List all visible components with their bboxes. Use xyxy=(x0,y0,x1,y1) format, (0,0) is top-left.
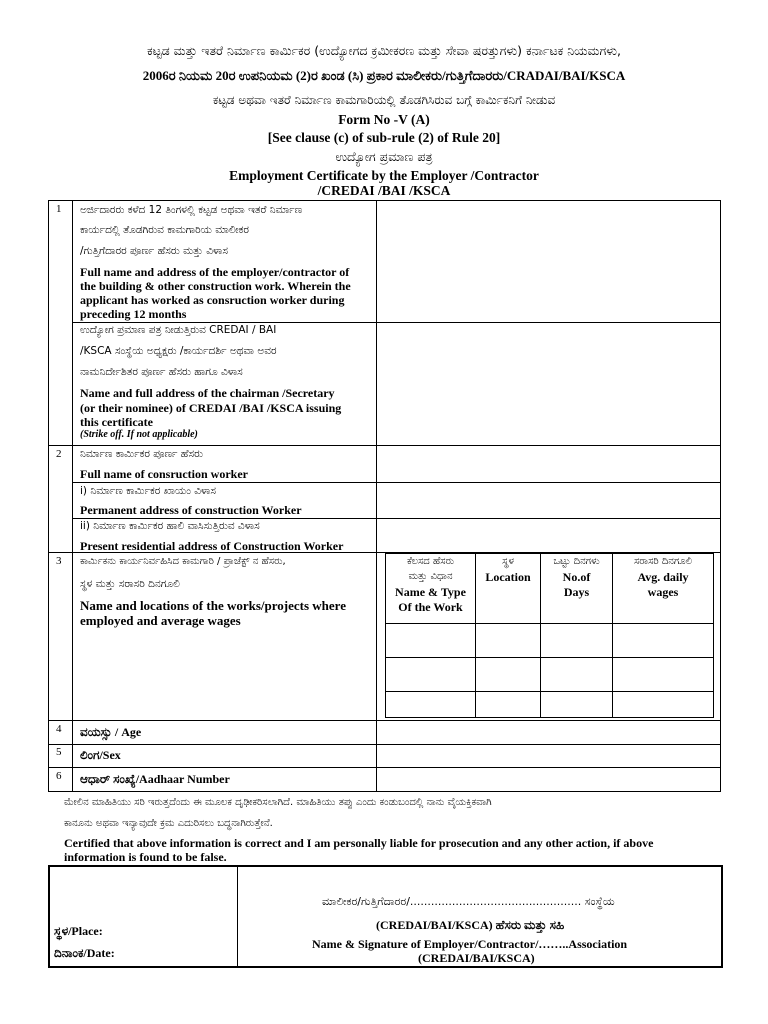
row-2-number: 2 xyxy=(56,448,62,460)
col-wages-en-1: Avg. daily xyxy=(637,570,689,584)
wage-row-3-wages-cell[interactable] xyxy=(614,693,712,716)
row-2i-kannada: i) ನಿರ್ಮಾಣ ಕಾರ್ಮಿಕರ ಖಾಯಂ ವಿಳಾಸ xyxy=(80,485,216,497)
col-work-en-1: Name & Type xyxy=(395,585,466,599)
row-3-english-2: employed and average wages xyxy=(80,613,241,628)
declaration-kannada-2: ಕಾನೂನು ಅಥವಾ ಇನ್ಯಾವುದೇ ಕ್ರಮ ಎದುರಿಸಲು ಬದ್ಧನಾಗಿರುತ್ತೇನೆ. xyxy=(64,818,273,829)
wage-row-2-wages-cell[interactable] xyxy=(614,659,712,690)
row-1b-kannada-2: /KSCA ಸಂಸ್ಥೆಯ ಅಧ್ಯಕ್ಷರು /ಕಾರ್ಯದರ್ಶಿ ಅಥವಾ ಅವರ xyxy=(80,345,277,357)
sex-field[interactable] xyxy=(378,746,718,766)
row-1b-english-1: Name and full address of the chairman /Secretary xyxy=(80,386,335,400)
row-1-kannada-3: /ಗುತ್ತಿಗೆದಾರರ ಪೂರ್ಣ ಹೆಸರು ಮತ್ತು ವಿಳಾಸ xyxy=(80,245,228,257)
row-2-kannada: ನಿರ್ಮಾಣ ಕಾರ್ಮಿಕರ ಪೂರ್ಣ ಹೆಸರು xyxy=(80,448,203,460)
row-3-kannada-1: ಕಾರ್ಮಿಕನು ಕಾರ್ಯನಿರ್ವಹಿಸಿದ ಕಾಮಗಾರಿ / ಪ್ರಾಜೆಕ್ಟ್ ನ ಹೆಸರು, xyxy=(80,556,286,567)
col-wages-en-2: wages xyxy=(647,585,679,599)
declaration-english-2: information is found to be false. xyxy=(64,850,227,864)
wage-row-3-days-cell[interactable] xyxy=(542,693,611,716)
row-2i-english: Permanent address of construction Worker xyxy=(80,503,302,517)
date-label: ದಿನಾಂಕ/Date: xyxy=(54,946,115,960)
row-2ii-kannada: ii) ನಿರ್ಮಾಣ ಕಾರ್ಮಿಕರ ಹಾಲಿ ವಾಸಿಸುತ್ತಿರುವ ವಿಳಾಸ xyxy=(80,520,260,532)
col-work-kn-2: ಮತ್ತು ವಿಧಾನ xyxy=(408,571,453,582)
col-days-en-1: No.of xyxy=(562,570,591,584)
row-1-kannada-2: ಕಾರ್ಯದಲ್ಲಿ ತೊಡಗಿರುವ ಕಾಮಗಾರಿಯ ಮಾಲೀಕರ xyxy=(80,224,249,236)
signature-line-1: ಮಾಲೀಕರ/ಗುತ್ತಿಗೆದಾರರ/................................................. ಸಂಸ್ಥೆಯ xyxy=(322,895,615,908)
row-2ii-english: Present residential address of Construction Worker xyxy=(80,539,344,553)
place-label: ಸ್ಥಳ/Place: xyxy=(54,924,103,938)
row-1-english-3: applicant has worked as consruction worker during xyxy=(80,293,345,307)
wage-row-2-days-cell[interactable] xyxy=(542,659,611,690)
row-1-english-2: the building & other construction work. Wherein the xyxy=(80,279,351,293)
header-kannada-line-3: ಕಟ್ಟಡ ಅಥವಾ ಇತರೆ ನಿರ್ಮಾಣ ಕಾಮಗಾರಿಯಲ್ಲಿ ತೊಡಗಿಸಿರುವ ಬಗ್ಗೆ ಕಾರ್ಮಿಕನಿಗೆ ನೀಡುವ xyxy=(212,93,556,107)
present-address-field[interactable] xyxy=(378,520,718,551)
row-2-english: Full name of consruction worker xyxy=(80,467,248,481)
row-6-number: 6 xyxy=(56,770,62,782)
wage-table-col-days xyxy=(541,556,612,600)
row-1b-kannada-1: ಉದ್ಯೋಗ ಪ್ರಮಾಣ ಪತ್ರ ನೀಡುತ್ತಿರುವ CREDAI / BAI xyxy=(80,324,277,336)
wage-table-col-work xyxy=(386,556,475,615)
permanent-address-field[interactable] xyxy=(378,484,718,517)
worker-name-field[interactable] xyxy=(378,447,718,481)
col-work-en-2: Of the Work xyxy=(398,600,463,614)
date-field[interactable] xyxy=(150,942,234,960)
row-1-kannada-1: ಅರ್ಜಿದಾರರು ಕಳೆದ 12 ತಿಂಗಳಲ್ಲಿ ಕಟ್ಟಡ ಅಥವಾ ಇತರೆ ನಿರ್ಮಾಣ xyxy=(80,204,303,216)
row-1b-kannada-3: ನಾಮನಿರ್ದೇಶಿತರ ಪೂರ್ಣ ಹೆಸರು ಹಾಗೂ ವಿಳಾಸ xyxy=(80,366,243,378)
row-1-english-4: preceding 12 months xyxy=(80,307,187,321)
strike-off-note: (Strike off. If not applicable) xyxy=(80,429,198,440)
form-number: Form No -V (A) xyxy=(338,112,430,127)
row-3-kannada-2: ಸ್ಥಳ ಮತ್ತು ಸರಾಸರಿ ದಿನಗೂಲಿ xyxy=(80,578,180,590)
wage-row-3-location-cell[interactable] xyxy=(477,693,539,716)
kannada-title: ಉದ್ಯೋಗ ಪ್ರಮಾಣ ಪತ್ರ xyxy=(335,149,433,164)
declaration-kannada-1: ಮೇಲಿನ ಮಾಹಿತಿಯು ಸರಿ ಇರುತ್ತದೆಂದು ಈ ಮೂಲಕ ದೃಢೀಕರಿಸಲಾಗಿದೆ. ಮಾಹಿತಿಯು ತಪ್ಪು ಎಂದು ಕಂಡುಬಂದಲ್ಲಿ ನಾನು ವೈಯಕ್ತಿಕವಾಗಿ xyxy=(64,797,492,808)
row-4-number: 4 xyxy=(56,723,62,735)
col-days-en-2: Days xyxy=(563,585,590,599)
clause-reference: [See clause (c) of sub-rule (2) of Rule 20] xyxy=(267,130,501,145)
employer-address-field[interactable] xyxy=(378,202,718,320)
wage-row-2-work-cell[interactable] xyxy=(387,659,474,690)
age-label: ವಯಸ್ಸು / Age xyxy=(80,725,142,739)
row-1b-english-3: this certificate xyxy=(80,415,153,429)
signature-line-3: Name & Signature of Employer/Contractor/……..Association xyxy=(312,937,628,951)
certificate-title-line-2: /CREDAI /BAI /KSCA xyxy=(317,183,451,198)
col-work-kn-1: ಕೆಲಸದ ಹೆಸರು xyxy=(406,556,455,567)
sex-label: ಲಿಂಗ/Sex xyxy=(80,748,121,762)
wage-row-1-work-cell[interactable] xyxy=(387,625,474,656)
col-location-en: Location xyxy=(485,570,531,584)
row-3-number: 3 xyxy=(56,555,62,567)
declaration-english-1: Certified that above information is correct and I am personally liable for prosecution and any other action, if above xyxy=(64,836,654,850)
col-wages-kn: ಸರಾಸರಿ ದಿನಗೂಲಿ xyxy=(633,556,693,567)
wage-row-3-work-cell[interactable] xyxy=(387,693,474,716)
header-line-2: 2006ರ ನಿಯಮ 20ರ ಉಪನಿಯಮ (2)ರ ಖಂಡ (ಸಿ) ಪ್ರಕಾರ ಮಾಲೀಕರು/ಗುತ್ತಿಗೆದಾರರು/CRADAI/BAI/KSCA xyxy=(142,68,626,83)
wage-row-2-location-cell[interactable] xyxy=(477,659,539,690)
signature-line-4: (CREDAI/BAI/KSCA) xyxy=(418,951,535,965)
aadhaar-field[interactable] xyxy=(378,769,718,790)
age-field[interactable] xyxy=(378,722,718,743)
row-5-number: 5 xyxy=(56,746,62,758)
certificate-title-line-1: Employment Certificate by the Employer /Contractor xyxy=(229,168,539,183)
col-location-kn: ಸ್ಥಳ xyxy=(502,556,514,567)
wage-row-1-days-cell[interactable] xyxy=(542,625,611,656)
aadhaar-label: ಆಧಾರ್ ಸಂಖ್ಯೆ/Aadhaar Number xyxy=(80,772,230,786)
chairman-address-field[interactable] xyxy=(378,324,718,443)
place-field[interactable] xyxy=(150,920,234,938)
wage-table-col-wages xyxy=(613,556,713,600)
header-kannada-line-1: ಕಟ್ಟಡ ಮತ್ತು ಇತರೆ ನಿರ್ಮಾಣ ಕಾರ್ಮಿಕರ (ಉದ್ಯೋಗದ ಕ್ರಮೀಕರಣ ಮತ್ತು ಸೇವಾ ಷರತ್ತುಗಳು) ಕರ್ನಾಟಕ ನಿಯಮಗಳು, xyxy=(147,43,621,58)
row-3-english-1: Name and locations of the works/projects where xyxy=(80,598,346,613)
col-days-kn: ಒಟ್ಟು ದಿನಗಳು xyxy=(553,556,600,567)
row-1-number: 1 xyxy=(56,203,62,215)
row-1b-english-2: (or their nominee) of CREDAI /BAI /KSCA issuing xyxy=(80,401,342,415)
wage-table-col-location xyxy=(476,556,540,585)
wage-row-1-wages-cell[interactable] xyxy=(614,625,712,656)
row-1-english-1: Full name and address of the employer/contractor of xyxy=(80,265,350,279)
signature-line-2: (CREDAI/BAI/KSCA) ಹೆಸರು ಮತ್ತು ಸಹಿ xyxy=(376,918,565,932)
wage-row-1-location-cell[interactable] xyxy=(477,625,539,656)
